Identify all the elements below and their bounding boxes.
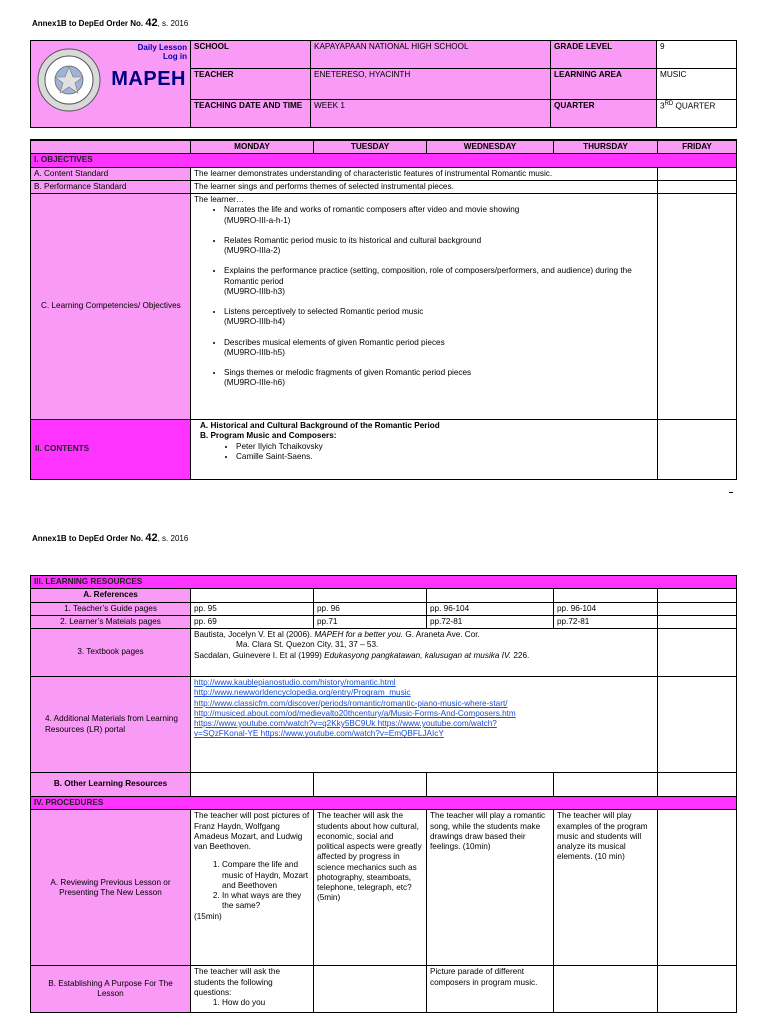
list-item: 1. Compare the life and music of Haydn, Mozart and Beethoven [222, 860, 310, 891]
content-standard-text: The learner demonstrates understanding of characteristic features of instrumental Romantic music. [191, 167, 658, 180]
quarter-value: 3RD QUARTER [657, 100, 737, 128]
list-item: • Explains the performance practice (setting, composition, role of composers/performers, and audience) during the Romantic period (MU9RO-IIIb-h3) [224, 266, 654, 297]
empty-cell [658, 966, 737, 1013]
empty-cell [314, 966, 427, 1013]
reviewing-thu: The teacher will play examples of the program music and students will analyze its musical elements. (10 min) [554, 810, 658, 966]
establishing-wed: Picture parade of different composers in program music. [427, 966, 554, 1013]
annex-note-1: Annex1B to DepEd Order No. 42, s. 2016 [32, 17, 189, 29]
resource-link[interactable]: v=SQzFKonal-YE https://www.youtube.com/watch?v=EmQBFLJAIcY [194, 729, 444, 739]
grade-level-value: 9 [657, 41, 737, 69]
teaching-date-label: TEACHING DATE AND TIME [191, 100, 311, 128]
objectives-table [30, 139, 737, 480]
reviewing-mon: The teacher will post pictures of Franz Haydn, Wolfgang Amadeus Mozart, and Ludwig van Beethoven. 1. Compare the life and music of Haydn, Mozart and Beethoven 2. In what ways are they the same? (15min) [191, 810, 314, 966]
establishing-mon: The teacher will ask the students the following questions: 1. How do you [191, 966, 314, 1013]
page-mark [729, 492, 733, 493]
grade-level-label: GRADE LEVEL [551, 41, 657, 69]
composer-list [194, 442, 654, 463]
day-header-thursday: THURSDAY [554, 140, 658, 154]
teacher-value: ENETERESO, HYACINTH [311, 69, 551, 100]
school-value: KAPAYAPAAN NATIONAL HIGH SCHOOL [311, 41, 551, 69]
competencies-label: C. Learning Competencies/ Objectives [31, 194, 191, 420]
quarter-label: QUARTER [551, 100, 657, 128]
learners-materials-wed: pp.72-81 [427, 615, 554, 628]
empty-cell [554, 773, 658, 797]
empty-cell [658, 167, 737, 180]
resource-link[interactable]: http://www.newworldencyclopedia.org/entry/Program_music [194, 688, 411, 698]
empty-cell [658, 589, 737, 602]
reviewing-wed: The teacher will play a romantic song, while the students make drawings draw based their feelings. (10min) [427, 810, 554, 966]
list-item: • Relates Romantic period music to its historical and cultural background (MU9RO-IIIa-2) [224, 236, 654, 257]
performance-standard-label: B. Performance Standard [31, 180, 191, 193]
reviewing-tue: The teacher will ask the students about how cultural, economic, social and political aspects were greatly affected by progress in science mechanics such as photography, steamboats, telephone, telegraph, etc? (5min) [314, 810, 427, 966]
textbook-label: 3. Textbook pages [31, 629, 191, 677]
learners-materials-fri [658, 615, 737, 628]
list-item: 1. How do you [222, 998, 310, 1008]
textbook-ref-2: Sacdalan, Guinevere I. Et al (1999) Edukasyong pangkatawan, kalusugan at musika IV. 226. [194, 650, 530, 660]
competencies-list [194, 205, 654, 388]
content-standard-label: A. Content Standard [31, 167, 191, 180]
list-item: • Describes musical elements of given Romantic period pieces (MU9RO-IIIb-h5) [224, 338, 654, 359]
list-item: • Peter Ilyich Tchaikovsky [236, 442, 654, 452]
resources-heading: III. LEARNING RESOURCES [31, 576, 737, 589]
dll-label: Daily Lesson Log in [137, 43, 187, 62]
list-item: 2. In what ways are they the same? [222, 891, 310, 912]
header-table [30, 40, 737, 128]
empty-cell [658, 194, 737, 420]
procedures-heading: IV. PROCEDURES [31, 797, 737, 810]
contents-heading: II. CONTENTS [31, 420, 191, 480]
resources-table [30, 575, 737, 1013]
resource-link[interactable]: http://musiced.about.com/od/medievalto20thcentury/a/Music-Forms-And-Composers.htm [194, 708, 516, 718]
empty-cell [191, 773, 314, 797]
other-resources-label: B. Other Learning Resources [31, 773, 191, 797]
reviewing-label: A. Reviewing Previous Lesson or Presenting The New Lesson [31, 810, 191, 966]
teachers-guide-label: 1. Teacher’s Guide pages [31, 602, 191, 615]
day-header-tuesday: TUESDAY [314, 140, 427, 154]
empty-cell [658, 677, 737, 773]
contents-cell [191, 420, 658, 480]
additional-materials-label: 4. Additional Materials from Learning Resources (LR) portal [31, 677, 191, 773]
day-header-wednesday: WEDNESDAY [427, 140, 554, 154]
learners-materials-label: 2. Learner’s Mateials pages [31, 615, 191, 628]
teachers-guide-wed: pp. 96-104 [427, 602, 554, 615]
contents-a: A. Historical and Cultural Background of the Romantic Period [200, 421, 440, 430]
performance-standard-text: The learner sings and performs themes of selected instrumental pieces. [191, 180, 658, 193]
empty-cell [658, 810, 737, 966]
resource-link[interactable]: http://www.kaublepianostudio.com/history/romantic.html [194, 678, 396, 687]
empty-cell [658, 420, 737, 480]
learners-materials-mon: pp. 69 [191, 615, 314, 628]
teachers-guide-tue: pp. 96 [314, 602, 427, 615]
deped-seal-icon [36, 47, 102, 113]
learners-materials-thu: pp.72-81 [554, 615, 658, 628]
objectives-heading: I. OBJECTIVES [31, 154, 737, 167]
learning-area-value: MUSIC [657, 69, 737, 100]
teaching-date-value: WEEK 1 [311, 100, 551, 128]
teachers-guide-thu: pp. 96-104 [554, 602, 658, 615]
references-label: A. References [31, 589, 191, 602]
additional-materials-cell [191, 677, 658, 773]
learning-area-label: LEARNING AREA [551, 69, 657, 100]
resource-link[interactable]: https://www.youtube.com/watch?v=q2Kky5BC9Uk https://www.youtube.com/watch? [194, 719, 497, 728]
day-header-monday: MONDAY [191, 140, 314, 154]
empty-cell [658, 180, 737, 193]
empty-cell [314, 773, 427, 797]
empty-cell [554, 966, 658, 1013]
learners-materials-tue: pp.71 [314, 615, 427, 628]
annex-note-2: Annex1B to DepEd Order No. 42, s. 2016 [32, 532, 189, 544]
list-item: • Sings themes or melodic fragments of given Romantic period pieces (MU9RO-IIIe-h6) [224, 368, 654, 389]
school-label: SCHOOL [191, 41, 311, 69]
empty-cell [658, 773, 737, 797]
list-item: • Listens perceptively to selected Romantic period music (MU9RO-IIIb-h4) [224, 307, 654, 328]
subject-title: MAPEH [111, 68, 186, 90]
contents-b: B. Program Music and Composers: [200, 431, 337, 441]
empty-cell [658, 629, 737, 677]
establishing-label: B. Establishing A Purpose For The Lesson [31, 966, 191, 1013]
competencies-cell [191, 194, 658, 420]
competencies-intro: The learner… [194, 195, 245, 204]
empty-cell [314, 589, 427, 602]
textbook-cell [191, 629, 658, 677]
list-item: • Narrates the life and works of romantic composers after video and movie showing (MU9RO-III-a-h-1) [224, 205, 654, 226]
mapeh-logo-cell [31, 41, 191, 128]
empty-cell [191, 589, 314, 602]
teachers-guide-mon: pp. 95 [191, 602, 314, 615]
empty-cell [554, 589, 658, 602]
day-header-friday: FRIDAY [658, 140, 737, 154]
textbook-ref-1: Bautista, Jocelyn V. Et al (2006). MAPEH for a better you. G. Araneta Ave. Cor. [194, 630, 480, 639]
resource-link[interactable]: http://www.classicfm.com/discover/periods/romantic/romantic-piano-music-where-start/ [194, 698, 508, 708]
textbook-ref-1-address: Ma. Clara St. Quezon City. 31, 37 – 53. [236, 640, 379, 650]
teachers-guide-fri [658, 602, 737, 615]
teacher-label: TEACHER [191, 69, 311, 100]
empty-cell [427, 589, 554, 602]
empty-cell [427, 773, 554, 797]
list-item: • Camille Saint-Saens. [236, 452, 654, 462]
day-header-blank [31, 140, 191, 154]
